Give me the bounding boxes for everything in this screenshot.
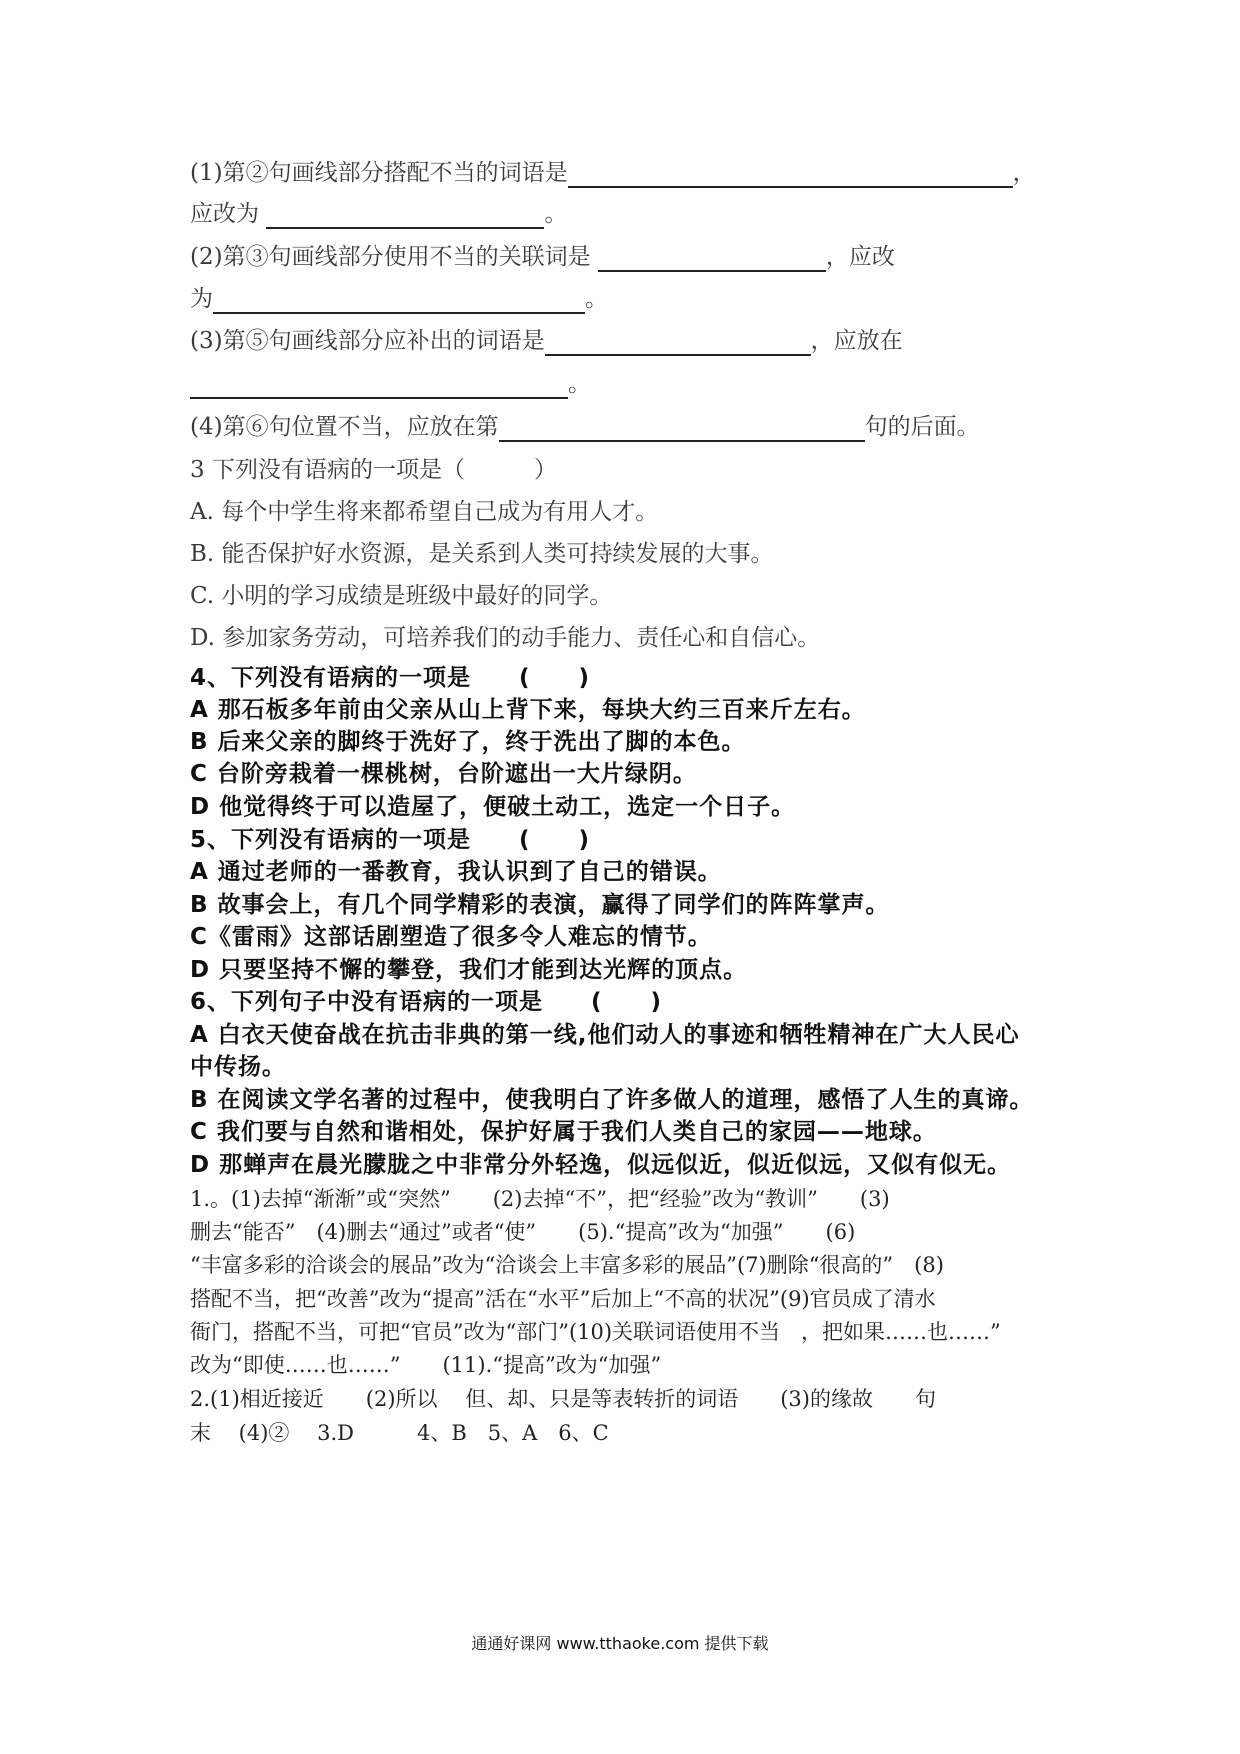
answer-line: 2.(1)相近接近 (2)所以 但、却、只是等表转折的词语 (3)的缘故 句 (190, 1387, 936, 1411)
fill-question-3-text: (3)第⑤句画线部分应补出的词语是 (190, 328, 545, 354)
answer-blank (213, 286, 585, 314)
fill-question-2-line2: 为 。 (190, 286, 608, 312)
fill-question-2-text-2: 为 (190, 286, 213, 312)
fill-question-3-line2: 。 (190, 369, 591, 399)
answer-line: “丰富多彩的洽谈会的展品”改为“洽谈会上丰富多彩的展品”(7)删除“很高的” (8) (190, 1253, 944, 1277)
answer-line: 1.。(1)去掉“渐渐”或“突然” (2)去掉“不”，把“经验”改为“教训” (3) (190, 1187, 890, 1211)
answer-line: 改为“即使……也……” (11).“提高”改为“加强” (190, 1353, 662, 1377)
question-6-option-a: A 白衣天使奋战在抗击非典的第一线,他们动人的事迹和牺牲精神在广大人民心 (190, 1022, 1020, 1048)
question-4-option-b: B 后来父亲的脚终于洗好了，终于洗出了脚的本色。 (190, 729, 746, 755)
question-6-stem: 6、下列句子中没有语病的一项是 ( ) (190, 989, 663, 1015)
fill-question-3-line1: (3)第⑤句画线部分应补出的词语是 ，应放在 (190, 328, 903, 354)
question-3-stem: 3 下列没有语病的一项是（ ） (190, 457, 557, 483)
question-4-option-a: A 那石板多年前由父亲从山上背下来，每块大约三百来斤左右。 (190, 697, 866, 723)
question-3-option-b: B. 能否保护好水资源，是关系到人类可持续发展的大事。 (190, 541, 774, 567)
fill-question-2-line1: (2)第③句画线部分使用不当的关联词是 ，应改 (190, 244, 895, 270)
question-3-option-a: A. 每个中学生将来都希望自己成为有用人才。 (190, 499, 659, 525)
question-5-stem: 5、下列没有语病的一项是 ( ) (190, 827, 591, 853)
fill-question-1-text: (1)第②句画线部分搭配不当的词语是 (190, 160, 568, 186)
question-5-option-d: D 只要坚持不懈的攀登，我们才能到达光辉的顶点。 (190, 957, 748, 983)
fill-question-1-text-2: 应改为 (190, 201, 259, 227)
answer-blank (266, 201, 544, 229)
answer-line: 搭配不当，把“改善”改为“提高”活在“水平”后加上“不高的状况”(9)官员成了清水 (190, 1287, 936, 1311)
answer-blank (598, 244, 826, 272)
question-6-option-c: C 我们要与自然和谐相处，保护好属于我们人类自己的家园——地球。 (190, 1119, 937, 1145)
answer-line: 删去“能否” (4)删去“通过”或者“使” (5).“提高”改为“加强” (6) (190, 1220, 856, 1244)
question-5-option-b: B 故事会上，有几个同学精彩的表演，赢得了同学们的阵阵掌声。 (190, 892, 890, 918)
question-6-option-a-cont: 中传扬。 (190, 1054, 286, 1080)
question-3-option-c: C. 小明的学习成绩是班级中最好的同学。 (190, 583, 613, 609)
question-4-option-c: C 台阶旁栽着一棵桃树，台阶遮出一大片绿阴。 (190, 761, 697, 787)
fill-question-4-line1: (4)第⑥句位置不当，应放在第 句的后面。 (190, 414, 980, 440)
question-3-option-d: D. 参加家务劳动，可培养我们的动手能力、责任心和自信心。 (190, 625, 821, 651)
question-4-stem: 4、下列没有语病的一项是 ( ) (190, 665, 591, 691)
question-4-option-d: D 他觉得终于可以造屋了，便破土动工，选定一个日子。 (190, 794, 796, 820)
answer-line: 衙门，搭配不当，可把“官员”改为“部门”(10)关联词语使用不当 ，把如果……也……” (190, 1320, 1001, 1344)
question-5-option-c: C《雷雨》这部话剧塑造了很多令人难忘的情节。 (190, 924, 712, 950)
question-6-option-b: B 在阅读文学名著的过程中，使我明白了许多做人的道理，感悟了人生的真谛。 (190, 1087, 1034, 1113)
fill-question-1-line2: 应改为 。 (190, 201, 568, 227)
question-6-option-d: D 那蝉声在晨光朦胧之中非常分外轻逸，似远似近，似近似远，又似有似无。 (190, 1152, 1012, 1178)
fill-question-2-text: (2)第③句画线部分使用不当的关联词是 (190, 244, 591, 270)
question-5-option-a: A 通过老师的一番教育，我认识到了自己的错误。 (190, 859, 722, 885)
answer-blank (545, 328, 811, 356)
answer-line: 末 (4)② 3.D 4、B 5、A 6、C (190, 1421, 609, 1445)
fill-question-1-line1: (1)第②句画线部分搭配不当的词语是 ， (190, 160, 1036, 186)
answer-blank (190, 371, 568, 399)
fill-question-4-text: (4)第⑥句位置不当，应放在第 (190, 414, 499, 440)
answer-blank (499, 414, 865, 442)
page-footer: 通通好课网 www.tthaoke.com 提供下载 (471, 1634, 769, 1653)
answer-blank (568, 160, 1013, 188)
